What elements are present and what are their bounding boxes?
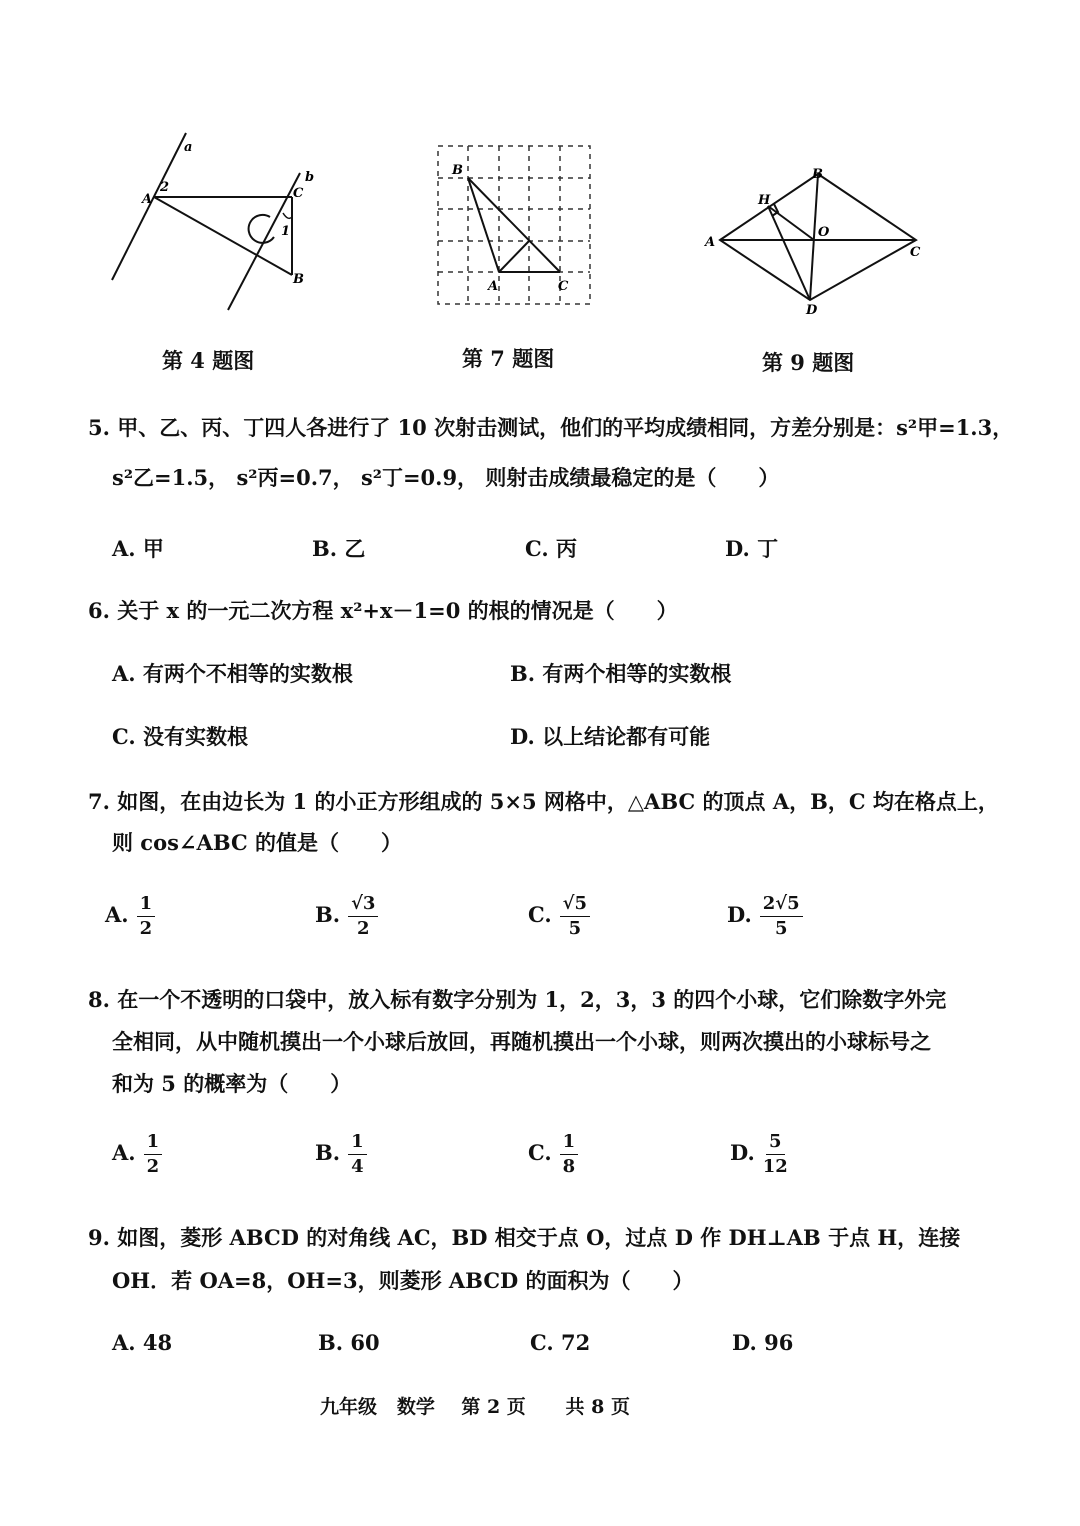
q5-line1 [88, 412, 1013, 442]
q9-line2: OH．若 OA=8，OH=3，则菱形 ABCD 的面积为（ ） [112, 1268, 694, 1293]
q6-option-c[interactable]: C. 没有实数根 [112, 724, 248, 749]
q8-option-c-frac [560, 1133, 579, 1176]
frac-num: 1 [144, 1133, 163, 1155]
footer-total: 共 8 页 [565, 1396, 630, 1418]
fig4-label-a: a [184, 140, 193, 155]
fig9-label-B: B [812, 167, 823, 182]
frac-den: 5 [568, 918, 582, 939]
q8-line1: 8. 在一个不透明的口袋中，放入标有数字分别为 1，2，3，3 的四个小球，它们除数字外完 [88, 987, 947, 1012]
footer-page: 第 2 页 [461, 1396, 526, 1418]
fig4-label-2: 2 [160, 180, 170, 195]
fig9-label-D: D [806, 303, 818, 318]
q8-option-a-letter: A. [112, 1140, 136, 1165]
fig9-label-O: O [818, 225, 830, 240]
q6-text: 6. 关于 x 的一元二次方程 x²+x－1=0 的根的情况是（ ） [88, 598, 678, 623]
q8-option-a-frac [144, 1133, 163, 1176]
frac-den: 12 [762, 1156, 788, 1177]
q5-option-a[interactable]: A. 甲 [112, 536, 164, 561]
footer-grade: 九年级 [320, 1396, 378, 1418]
frac-den: 2 [146, 1156, 160, 1177]
frac-num: 1 [137, 895, 156, 917]
fig9-caption: 第 9 题图 [762, 350, 855, 375]
q7-line2: 则 cos∠ABC 的值是（ ） [112, 830, 402, 855]
q5-option-d[interactable]: D. 丁 [725, 536, 779, 561]
q5-s-jia: s²甲=1.3， [896, 415, 1014, 440]
figure-4 [100, 125, 330, 320]
q8-line3: 和为 5 的概率为（ ） [112, 1071, 352, 1096]
q7-option-d-frac [760, 895, 803, 938]
q5-s-ding: s²丁=0.9， [360, 465, 479, 490]
q8-option-b-frac [348, 1133, 367, 1176]
q8-option-d-frac [763, 1133, 788, 1176]
q8-option-a[interactable] [112, 1133, 162, 1176]
q7-option-a-frac [137, 895, 156, 938]
q5-text: 5. 甲、乙、丙、丁四人各进行了 10 次射击测试，他们的平均成绩相同，方差分别是： [88, 415, 897, 440]
fig4-label-1: 1 [281, 224, 291, 239]
q9-option-d[interactable]: D. 96 [732, 1330, 794, 1355]
q7-option-b-frac [348, 895, 378, 938]
frac-num: √3 [348, 895, 378, 917]
frac-num: 5 [766, 1133, 785, 1155]
q8-line2: 全相同，从中随机摸出一个小球后放回，再随机摸出一个小球，则两次摸出的小球标号之 [112, 1029, 931, 1054]
q5-question: 则射击成绩最稳定的是（ ） [485, 465, 780, 490]
q7-option-c-frac [560, 895, 590, 938]
q6-option-a[interactable]: A. 有两个不相等的实数根 [112, 661, 353, 686]
q5-option-b[interactable]: B. 乙 [312, 536, 366, 561]
frac-den: 4 [351, 1156, 364, 1177]
q9-option-a[interactable]: A. 48 [112, 1330, 173, 1355]
fig9-label-A: A [705, 235, 716, 250]
fig4-label-b: b [305, 170, 315, 185]
q7-option-d[interactable] [727, 895, 803, 938]
fig7-caption: 第 7 题图 [462, 346, 555, 371]
fig7-label-B: B [452, 163, 463, 178]
fig4-caption: 第 4 题图 [162, 348, 255, 373]
q7-option-b-letter: B. [315, 902, 341, 927]
q8-option-c[interactable] [528, 1133, 578, 1176]
q7-option-c-letter: C. [528, 902, 552, 927]
q7-line1: 7. 如图，在由边长为 1 的小正方形组成的 5×5 网格中，△ABC 的顶点 A，B，C 均在格点上， [88, 789, 999, 814]
figure-7 [432, 140, 597, 310]
q9-option-b[interactable]: B. 60 [318, 1330, 380, 1355]
fig9-label-H: H [758, 193, 771, 208]
frac-den: 5 [774, 918, 788, 939]
q5-s-bing: s²丙=0.7， [236, 465, 354, 490]
q7-option-b[interactable] [315, 895, 378, 938]
frac-num: 1 [560, 1133, 579, 1155]
fig4-label-C: C [293, 186, 304, 201]
q9-option-c[interactable]: C. 72 [530, 1330, 591, 1355]
q5-line2 [112, 462, 779, 492]
q7-option-c[interactable] [528, 895, 590, 938]
q8-option-b-letter: B. [315, 1140, 341, 1165]
q6-option-d[interactable]: D. 以上结论都有可能 [510, 724, 711, 749]
frac-den: 2 [356, 918, 370, 939]
q5-s-yi: s²乙=1.5， [112, 465, 230, 490]
page-footer [320, 1392, 630, 1419]
q6-option-b[interactable]: B. 有两个相等的实数根 [510, 661, 732, 686]
frac-den: 8 [562, 1156, 576, 1177]
fig4-label-A: A [142, 192, 153, 207]
q8-option-d-letter: D. [730, 1140, 755, 1165]
fig9-label-C: C [910, 245, 921, 260]
q8-option-c-letter: C. [528, 1140, 552, 1165]
frac-num: √5 [560, 895, 590, 917]
q8-option-d[interactable] [730, 1133, 788, 1176]
fig4-label-B: B [293, 272, 304, 287]
fig7-label-A: A [488, 279, 499, 294]
q7-option-a[interactable] [105, 895, 155, 938]
frac-num: 2√5 [760, 895, 803, 917]
fig7-label-C: C [558, 279, 569, 294]
q7-option-a-letter: A. [105, 902, 129, 927]
q9-line1: 9. 如图，菱形 ABCD 的对角线 AC，BD 相交于点 O，过点 D 作 DH⊥AB 于点 H，连接 [88, 1225, 961, 1250]
q5-option-c[interactable]: C. 丙 [525, 536, 577, 561]
figure-9 [700, 160, 930, 320]
footer-subject: 数学 [396, 1396, 435, 1418]
q7-option-d-letter: D. [727, 902, 752, 927]
frac-num: 1 [348, 1133, 367, 1155]
frac-den: 2 [139, 918, 153, 939]
q8-option-b[interactable] [315, 1133, 367, 1176]
